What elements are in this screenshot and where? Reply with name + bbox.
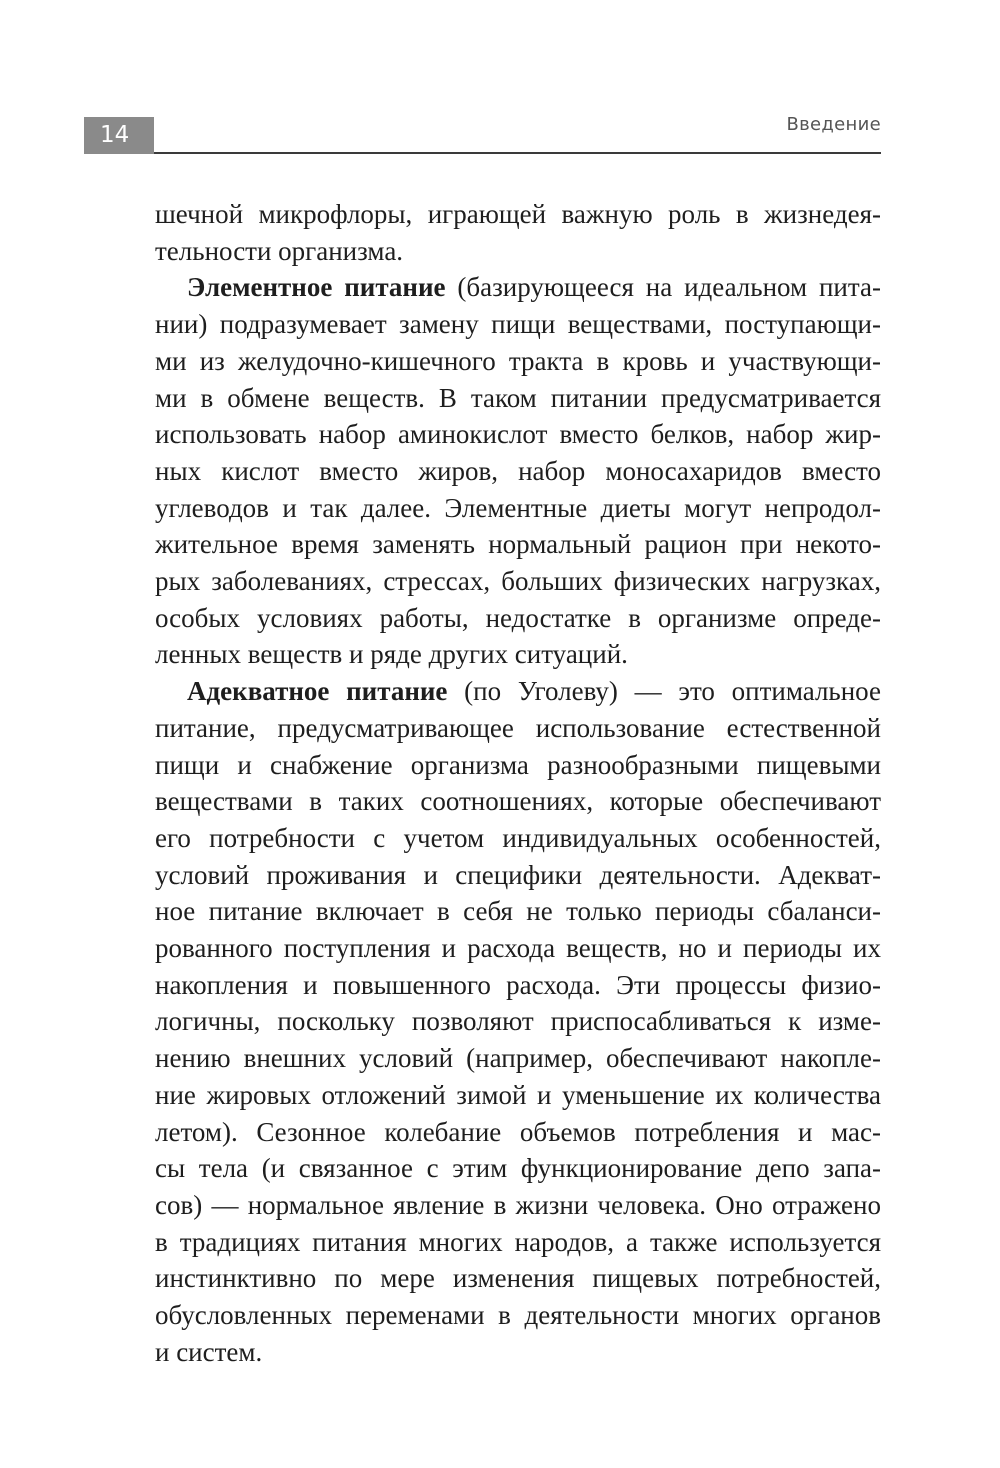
text-line: пищи и снабжение организма разнообразными пищевыми [155, 749, 881, 780]
text-line: логичны, поскольку позволяют приспосабливаться к изме- [155, 1006, 881, 1037]
text-line: ленных веществ и ряде других ситуаций. [155, 639, 628, 670]
text-line: в традициях питания многих народов, а также используется [155, 1226, 881, 1257]
text-line: обусловленных переменами в деятельности многих органов [155, 1300, 881, 1331]
body-text [155, 196, 881, 1371]
text-line: веществами в таких соотношениях, которые обеспечивают [155, 786, 881, 817]
term-adequate-nutrition: Адекватное питание [187, 676, 448, 707]
text-line: ное питание включает в себя не только периоды сбаланси- [155, 896, 881, 927]
text-line: нии) подразумевает замену пищи веществами, поступающи- [155, 309, 881, 340]
text-line: ние жировых отложений зимой и уменьшение их количества [155, 1079, 881, 1110]
text-line: нению внешних условий (например, обеспечивают накопле- [155, 1043, 881, 1074]
term-elemental-nutrition: Элементное питание [187, 272, 446, 303]
text-line: тельности организма. [155, 235, 404, 266]
text-line: питание, предусматривающее использование естественной [155, 712, 881, 743]
page-header [84, 112, 881, 154]
paragraph-elemental-nutrition [155, 269, 881, 673]
paragraph-continuation [155, 196, 881, 269]
page-number: 14 [84, 117, 154, 154]
text-line: шечной микрофлоры, играющей важную роль в жизнедея- [155, 199, 881, 229]
text-line [155, 269, 881, 306]
header-rule [154, 152, 881, 154]
text-line: летом). Сезонное колебание объемов потребления и мас- [155, 1116, 881, 1147]
text-line: и систем. [155, 1336, 263, 1367]
text-line: рых заболеваниях, стрессах, больших физических нагрузках, [155, 566, 881, 597]
text-line: сов) — нормальное явление в жизни человека. Оно отражено [155, 1189, 881, 1220]
text-line: использовать набор аминокислот вместо белков, набор жир- [155, 419, 881, 450]
text-line: ми в обмене веществ. В таком питании предусматривается [155, 382, 881, 413]
text-line [155, 673, 881, 710]
text-line: особых условиях работы, недостатке в организме опреде- [155, 602, 881, 633]
text-line: инстинктивно по мере изменения пищевых потребностей, [155, 1263, 881, 1294]
paragraph-adequate-nutrition [155, 673, 881, 1370]
text-line: накопления и повышенного расхода. Эти процессы физио- [155, 969, 881, 1000]
text-line: рованного поступления и расхода веществ, но и периоды их [155, 933, 881, 964]
text-line: углеводов и так далее. Элементные диеты могут непродол- [155, 492, 881, 523]
text-line: ми из желудочно-кишечного тракта в кровь и участвующи- [155, 345, 881, 376]
text-fragment: (по Уголеву) — это оптимальное [447, 676, 881, 707]
text-line: условий проживания и специфики деятельности. Адекват- [155, 859, 881, 890]
text-line: жительное время заменять нормальный рацион при некото- [155, 529, 881, 560]
text-line: ных кислот вместо жиров, набор моносахаридов вместо [155, 455, 881, 486]
text-line: его потребности с учетом индивидуальных особенностей, [155, 822, 881, 853]
text-line: сы тела (и связанное с этим функционирование депо запа- [155, 1153, 881, 1184]
running-title: Введение [786, 114, 881, 135]
text-fragment: (базирующееся на идеальном пита- [445, 272, 881, 303]
